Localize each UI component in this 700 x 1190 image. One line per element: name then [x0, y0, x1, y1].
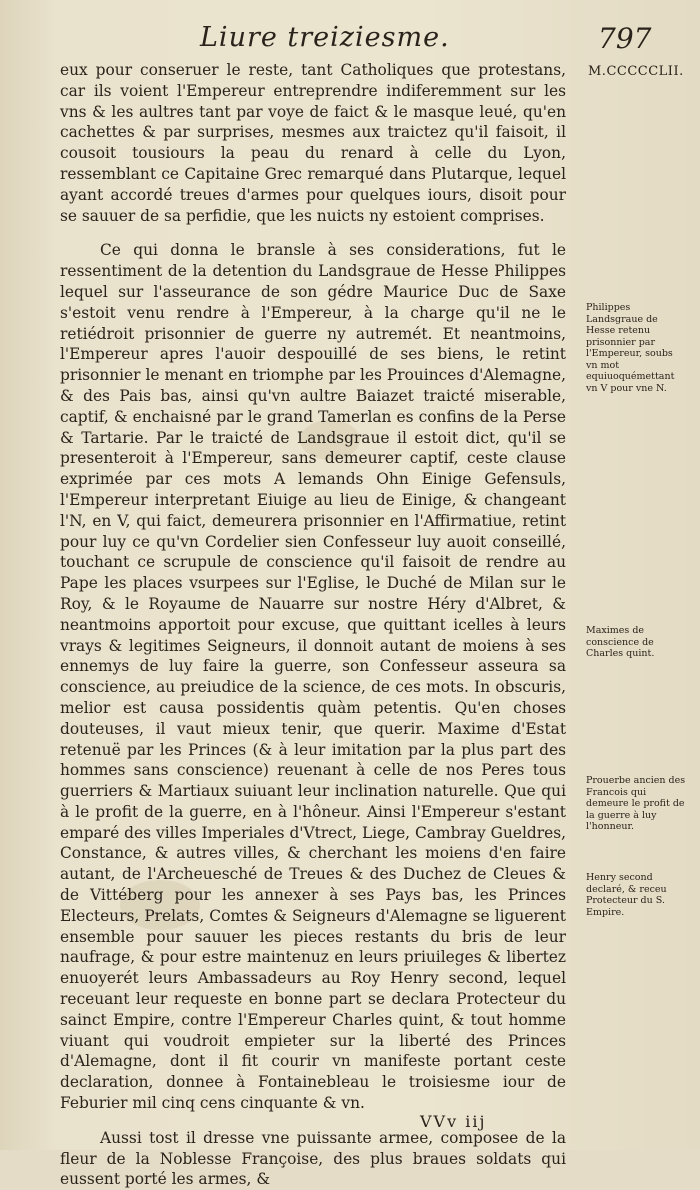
year-marginal: M.CCCCCLII. [588, 64, 684, 79]
paragraph-final: Aussi tost il dresse vne puissante armee, composee de la fleur de la Noblesse Françoise, des plus braues soldats qui eussent porté les armes, & [60, 1128, 566, 1189]
page-number: 797 [598, 22, 652, 55]
paragraph-main: Ce qui donna le bransle à ses considerations, fut le ressentiment de la detention du Landsgraue de Hesse Philippes lequel sur l'asseurance de son gédre Maurice Duc de Saxe s'estoit venu rendre à l'Empereur, à la charge qu'il ne le retiédroit prisonnier de guerre ny autremét. Et neantmoins, l'Empereur apres l'auoir despouillé de ses biens, le retint prisonnier le menant en triomphe par les Prouinces d'Alemagne, & des Pais bas, ainsi qu'vn aultre Baiazet traicté miserable, captif, & enchaisné par le grand Tamerlan es confins de la Perse & Tartarie. Par le traicté de Landsgraue il estoit dict, qu'il se presenteroit à l'Empereur, sans demeurer captif, ceste clause exprimée par ces mots A lemands Ohn Einige Gefensuls, l'Empereur interpretant Eiuige au lieu de Einige, & changeant l'N, en V, qui faict, demeurera prisonnier en l'Affirmatiue, retint pour luy ce qu'vn Cordelier sien Confesseur luy auoit conseillé, touchant ce scrupule de conscience qu'il faisoit de rendre au Pape les places vsurpees sur l'Eglise, le Duché de Milan sur le Roy, & le Royaume de Nauarre sur nostre Héry d'Albret, & neantmoins apportoit pour excuse, que quittant icelles à leurs vrays & legitimes Seigneurs, il donnoit autant de moiens à ses ennemys de luy faire la guerre, son Confesseur asseura sa conscience, au preiudice de la science, de ces mots. In obscuris, melior est causa possidentis quàm petentis. Qu'en choses douteuses, il vaut mieux tenir, que querir. Maxime d'Estat retenuë par les Princes (& à leur imitation par la plus part des hommes sans conscience) reuenant à celle de nos Peres tous guerriers & Martiaux suiuant leur inclination naturelle. Que qui à le profit de la guerre, en à l'hôneur. Ainsi l'Empereur s'estant emparé des villes Imperiales d'Vtrect, Liege, Cambray Gueldres, Constance, & autres villes, & cherchant les moiens d'en faire autant, de l'Archeuesché de Treues & des Duchez de Cleues & de Vittéberg pour les annexer à ses Pays bas, les Princes Electeurs, Prelats, Comtes & Seigneurs d'Alemagne se liguerent ensemble pour sauuer les pieces restants du bris de leur naufrage, & pour estre maintenuz en leurs priuileges & libertez enuoyerét leurs Ambassadeurs au Roy Henry second, lequel receuant leur requeste en bonne part se declara Protecteur du sainct Empire, contre l'Empereur Charles quint, & tout homme viuant qui voudroit empieter sur la liberté des Princes d'Alemagne, dont il fit courir vn manifeste portant ceste declaration, donnee à Fontainebleau le troisiesme iour de Feburier mil cinq cens cinquante & vn. [60, 241, 566, 1113]
paragraph-gap [60, 226, 566, 240]
catchword-signature: VVv iij [420, 1112, 487, 1131]
body-text [60, 60, 566, 1190]
running-head: Liure treiziesme. [200, 22, 450, 53]
margin-note-henry: Henry second declaré, & receu Protecteur du S. Empire. [586, 872, 667, 918]
margin-note-maximes: Maximes de conscience de Charles quint. [586, 625, 655, 659]
margin-note-prouerbe: Prouerbe ancien des Francois qui demeure le profit de la guerre à luy l'honneur. [586, 775, 686, 832]
paragraph-continuation: eux pour conseruer le reste, tant Catholiques que protestans, car ils voient l'Empereur entreprendre indiferemment sur les vns & les aultres tant par voye de faict & le masque leué, qu'en cachettes & par surprises, mesmes aux traictez qu'il faisoit, il cousoit tousiours la peau du renard à celle du Lyon, ressemblant ce Capitaine Grec remarqué dans Plutarque, lequel ayant accordé treues d'armes pour quelques iours, disoit pour se sauuer de sa perfidie, que les nuicts ny estoient comprises. [60, 61, 566, 225]
paragraph-gap [60, 1114, 566, 1128]
margin-note-landsgraue: Philippes Landsgraue de Hesse retenu prisonnier par l'Empereur, soubs vn mot equiuoquémettant vn V pour vne N. [586, 302, 675, 394]
